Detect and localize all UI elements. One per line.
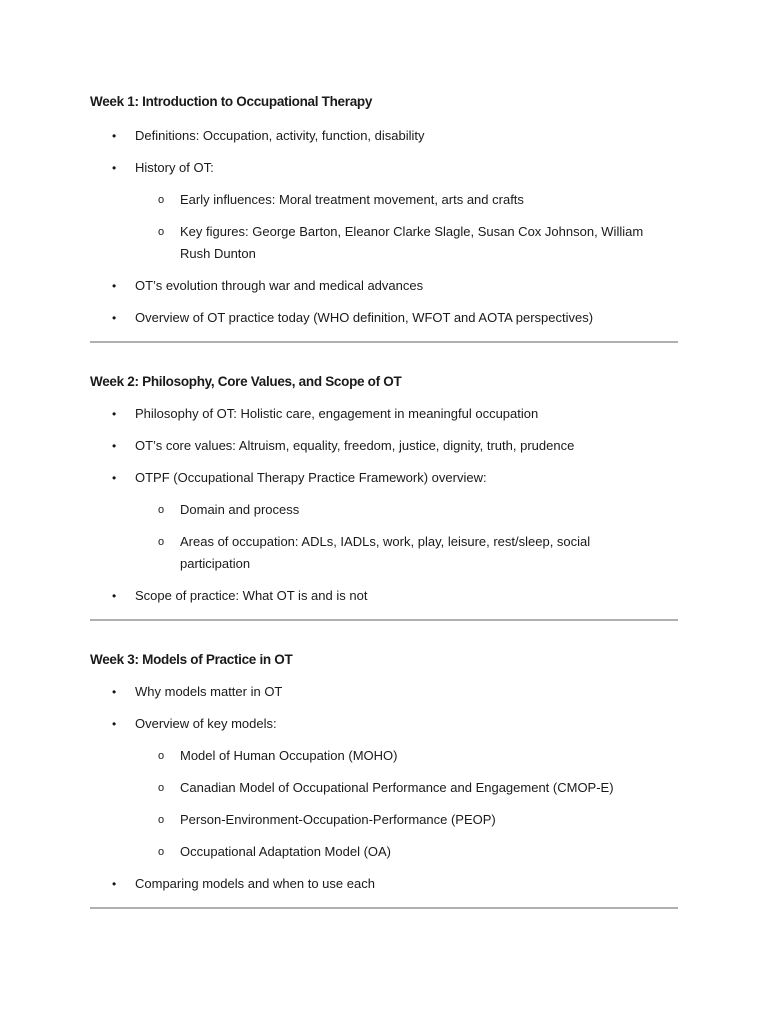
list-item: [90, 681, 678, 703]
week-section: [90, 621, 678, 909]
bullet-marker: •: [112, 439, 117, 453]
list-item: [90, 275, 678, 297]
sub-list-item: [90, 841, 678, 863]
bullet-marker: •: [112, 685, 117, 699]
week-section: [90, 0, 678, 343]
list-item-text: Overview of key models:: [135, 716, 277, 731]
sub-bullet-marker: o: [158, 504, 165, 516]
list-item-text: Domain and process: [180, 502, 300, 517]
sub-list-item: [90, 809, 678, 831]
section-heading: Week 2: Philosophy, Core Values, and Scope of OT: [90, 374, 402, 389]
list-item-text: Person-Environment-Occupation-Performance (PEOP): [180, 812, 496, 827]
sub-bullet-marker: o: [158, 226, 165, 238]
list-item-text: OT’s evolution through war and medical advances: [135, 278, 424, 293]
section-heading: Week 1: Introduction to Occupational Therapy: [90, 94, 373, 109]
list-item-text: Overview of OT practice today (WHO definition, WFOT and AOTA perspectives): [135, 310, 594, 325]
list-item: [90, 585, 678, 607]
list-item-text: Philosophy of OT: Holistic care, engagement in meaningful occupation: [135, 406, 539, 421]
bullet-marker: •: [112, 471, 117, 485]
section-divider: [90, 907, 678, 909]
bullet-marker: •: [112, 161, 117, 175]
sub-bullet-marker: o: [158, 536, 165, 548]
bullet-marker: •: [112, 407, 117, 421]
list-item-text: Scope of practice: What OT is and is not: [135, 588, 368, 603]
list-item: [90, 713, 678, 735]
list-item-text: Occupational Adaptation Model (OA): [180, 844, 392, 859]
document-page: [90, 0, 678, 909]
list-item-text: Early influences: Moral treatment movement, arts and crafts: [180, 192, 524, 207]
list-item-text: Why models matter in OT: [135, 684, 283, 699]
bullet-marker: •: [112, 311, 117, 325]
sub-bullet-marker: o: [158, 750, 165, 762]
week-section: [90, 343, 678, 621]
list-item-text: Key figures: George Barton, Eleanor Clarke Slagle, Susan Cox Johnson, William Rush Dunton: [180, 224, 644, 261]
bullet-marker: •: [112, 717, 117, 731]
list-item-text: Model of Human Occupation (MOHO): [180, 748, 398, 763]
sub-bullet-marker: o: [158, 846, 165, 858]
sub-list-item: [90, 499, 678, 521]
list-item: [90, 403, 678, 425]
bullet-marker: •: [112, 877, 117, 891]
list-item-text: Comparing models and when to use each: [135, 876, 375, 891]
list-item: [90, 157, 678, 179]
list-item-text: Canadian Model of Occupational Performance and Engagement (CMOP-E): [180, 780, 614, 795]
bullet-marker: •: [112, 129, 117, 143]
sub-bullet-marker: o: [158, 782, 165, 794]
list-item-text: OTPF (Occupational Therapy Practice Framework) overview:: [135, 470, 487, 485]
list-item-text: Areas of occupation: ADLs, IADLs, work, play, leisure, rest/sleep, social participation: [180, 534, 591, 571]
sub-bullet-marker: o: [158, 814, 165, 826]
list-item-text: Definitions: Occupation, activity, function, disability: [135, 128, 425, 143]
list-item: [90, 307, 678, 329]
bullet-marker: •: [112, 589, 117, 603]
list-item-text: OT’s core values: Altruism, equality, freedom, justice, dignity, truth, prudence: [135, 438, 575, 453]
sub-list-item: [90, 221, 678, 265]
sub-bullet-marker: o: [158, 194, 165, 206]
sub-list-item: [90, 531, 678, 575]
bullet-marker: •: [112, 279, 117, 293]
list-item-text: History of OT:: [135, 160, 214, 175]
sub-list-item: [90, 189, 678, 211]
list-item: [90, 125, 678, 147]
section-heading: Week 3: Models of Practice in OT: [90, 652, 293, 667]
sub-list-item: [90, 745, 678, 767]
list-item: [90, 873, 678, 895]
list-item: [90, 467, 678, 489]
list-item: [90, 435, 678, 457]
sub-list-item: [90, 777, 678, 799]
